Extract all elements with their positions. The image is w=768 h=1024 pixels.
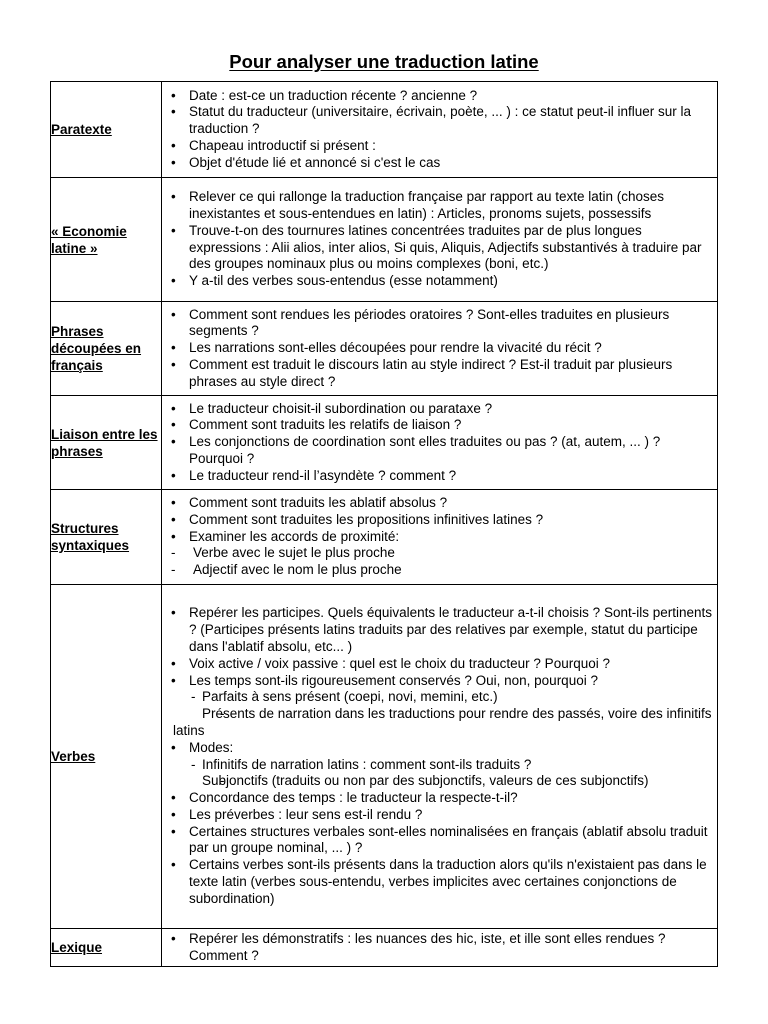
list-item: • Relever ce qui rallonge la traduction française par rapport au texte latin (choses inexistantes et sous-entendues en latin) : Articles, pronoms sujets, possessifs [162,189,717,223]
list-item: • Certains verbes sont-ils présents dans la traduction alors qu'ils n'existaient pas dans le texte latin (verbes sous-entendu, verbes implicites avec certaines conjonctions de subordination) [162,857,717,907]
section-content-economie-latine [162,178,718,302]
section-content-lexique [162,929,718,967]
section-heading-liaison: Liaison entre les phrases [51,396,162,490]
list-item: • Repérer les démonstratifs : les nuances des hic, iste, et ille sont elles rendues ? Comment ? [162,931,717,965]
sub-list-item: - Verbe avec le sujet le plus proche [162,545,717,562]
list-item: • Chapeau introductif si présent : [162,138,717,155]
list-item: • Certaines structures verbales sont-elles nominalisées en français (ablatif absolu traduit par un groupe nominal, ... ) ? [162,824,717,858]
list-item: • Les conjonctions de coordination sont elles traduites ou pas ? (at, autem, ... ) ? Pourquoi ? [162,434,717,468]
section-heading-phrases-decoupees: Phrases découpées en français [51,302,162,396]
sub-list-item: - Présents de narration dans les traductions pour rendre des passés, voire des infinitifs latins [162,706,717,740]
list-item: • Modes: [162,740,717,757]
section-content-liaison [162,396,718,490]
list-item: • Comment sont traduits les ablatif absolus ? [162,495,717,512]
list-item: • Repérer les participes. Quels équivalents le traducteur a-t-il choisis ? Sont-ils pertinents ? (Participes présents latins traduits par des relatives par exemple, statut du participe dans l'ablatif absolu, etc... ) [162,605,717,655]
list-item: • Voix active / voix passive : quel est le choix du traducteur ? Pourquoi ? [162,656,717,673]
sub-list-item: - Adjectif avec le nom le plus proche [162,562,717,579]
list-item: • Comment sont traduits les relatifs de liaison ? [162,417,717,434]
list-item: • Comment sont traduites les propositions infinitives latines ? [162,512,717,529]
list-item: • Trouve-t-on des tournures latines concentrées traduites par de plus longues expressions : Alii alios, inter alios, Si quis, Aliquis, Adjectifs substantivés à traduire par des groupes nominaux plus ou moins complexes (boni, etc.) [162,223,717,273]
row-liaison [51,396,718,490]
section-content-verbes [162,585,718,929]
row-economie-latine [51,178,718,302]
sub-list-item: - Infinitifs de narration latins : comment sont-ils traduits ? [162,757,717,774]
section-heading-economie-latine: « Economie latine » [51,178,162,302]
page-title: Pour analyser une traduction latine [229,51,539,72]
row-verbes [51,585,718,929]
row-paratexte [51,82,718,178]
sub-list-item: - Subjonctifs (traduits ou non par des subjonctifs, valeurs de ces subjonctifs) [162,773,717,790]
section-content-paratexte [162,82,718,178]
row-lexique [51,929,718,967]
list-item: • Concordance des temps : le traducteur la respecte-t-il? [162,790,717,807]
section-heading-structures-syntaxiques: Structures syntaxiques [51,490,162,585]
section-heading-verbes: Verbes [51,585,162,929]
row-structures-syntaxiques [51,490,718,585]
list-item: • Examiner les accords de proximité: [162,529,717,546]
section-heading-paratexte: Paratexte [51,82,162,178]
list-item: • Les temps sont-ils rigoureusement conservés ? Oui, non, pourquoi ? [162,673,717,690]
analysis-table [50,81,718,967]
row-phrases-decoupees [51,302,718,396]
section-content-phrases-decoupees [162,302,718,396]
list-item: • Les narrations sont-elles découpées pour rendre la vivacité du récit ? [162,340,717,357]
list-item: • Date : est-ce un traduction récente ? ancienne ? [162,88,717,105]
list-item: • Y a-til des verbes sous-entendus (esse notamment) [162,273,717,290]
list-item: • Le traducteur choisit-il subordination ou parataxe ? [162,401,717,418]
list-item: • Le traducteur rend-il l’asyndète ? comment ? [162,468,717,485]
list-item: • Objet d'étude lié et annoncé si c'est le cas [162,155,717,172]
list-item: • Comment est traduit le discours latin au style indirect ? Est-il traduit par plusieurs phrases au style direct ? [162,357,717,391]
list-item: • Statut du traducteur (universitaire, écrivain, poète, ... ) : ce statut peut-il influer sur la traduction ? [162,104,717,138]
section-heading-lexique: Lexique [51,929,162,967]
section-content-structures-syntaxiques [162,490,718,585]
list-item: • Les préverbes : leur sens est-il rendu ? [162,807,717,824]
sub-list-item: - Parfaits à sens présent (coepi, novi, memini, etc.) [162,689,717,706]
list-item: • Comment sont rendues les périodes oratoires ? Sont-elles traduites en plusieurs segments ? [162,307,717,341]
